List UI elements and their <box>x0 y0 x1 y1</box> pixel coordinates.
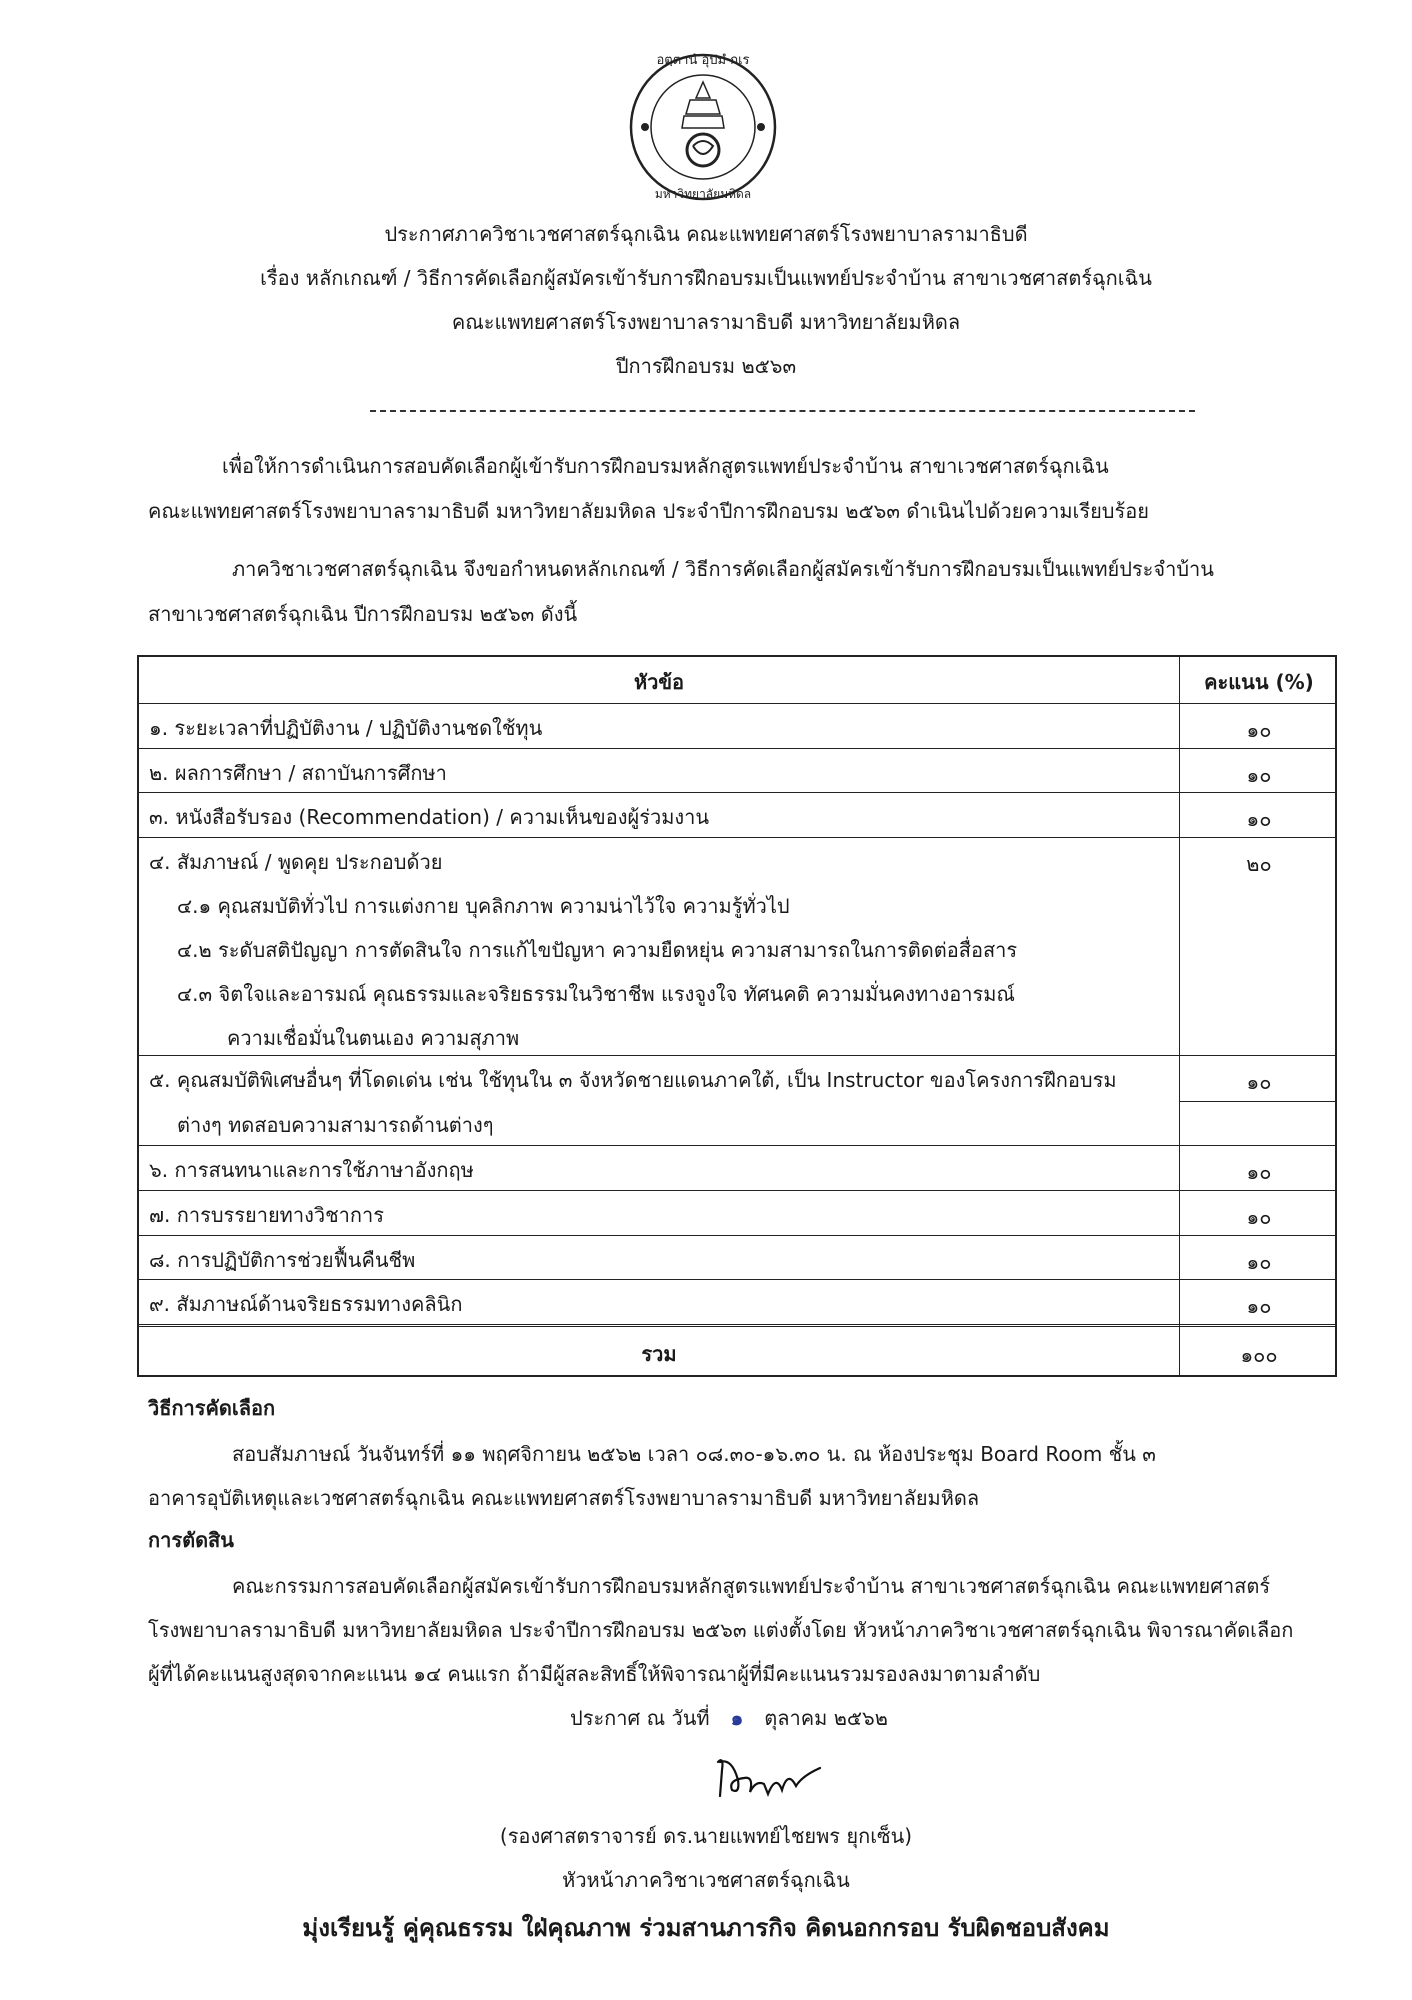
method-line-1: สอบสัมภาษณ์ วันจันทร์ที่ ๑๑ พฤศจิกายน ๒๕๖๒ เวลา ๐๘.๓๐-๑๖.๓๐ น. ณ ห้องประชุม Board Room ชั้น ๓ <box>232 1442 1156 1466</box>
row-5-score-split <box>1179 1101 1335 1102</box>
row-4-sub-3: ๔.๓ จิตใจและอารมณ์ คุณธรรมและจริยธรรมในวิชาชีพ แรงจูงใจ ทัศนคติ ความมั่นคงทางอารมณ์ <box>177 982 1015 1006</box>
header-line-1: ประกาศภาควิชาเวชศาสตร์ฉุกเฉิน คณะแพทยศาสตร์โรงพยาบาลรามาธิบดี <box>384 222 1028 246</box>
announce-prefix: ประกาศ ณ วันที่ <box>570 1706 710 1730</box>
header-line-2: เรื่อง หลักเกณฑ์ / วิธีการคัดเลือกผู้สมัครเข้ารับการฝึกอบรมเป็นแพทย์ประจำบ้าน สาขาเวชศาสตร์ฉุกเฉิน <box>260 266 1152 290</box>
signer-name: (รองศาสตราจารย์ ดร.นายแพทย์ไชยพร ยุกเซ็น) <box>499 1824 913 1848</box>
table-row <box>139 748 1335 792</box>
signer-position: หัวหน้าภาควิชาเวชศาสตร์ฉุกเฉิน <box>562 1868 850 1892</box>
intro-p1-line2: คณะแพทยศาสตร์โรงพยาบาลรามาธิบดี มหาวิทยาลัยมหิดล ประจำปีการฝึกอบรม ๒๕๖๓ ดำเนินไปด้วยความเรียบร้อย <box>148 499 1149 523</box>
table-row <box>139 1055 1335 1145</box>
intro-p1-line1: เพื่อให้การดำเนินการสอบคัดเลือกผู้เข้ารับการฝึกอบรมหลักสูตรแพทย์ประจำบ้าน สาขาเวชศาสตร์ฉุกเฉิน <box>222 454 1109 478</box>
row-7-score: ๑๐ <box>1246 1205 1272 1229</box>
row-2-topic: ๒. ผลการศึกษา / สถาบันการศึกษา <box>149 761 447 785</box>
signature-text: ไชยพ <box>710 1750 713 1751</box>
decision-heading: การตัดสิน <box>148 1528 234 1552</box>
header-score: คะแนน (%) <box>1204 670 1314 694</box>
row-6-score: ๑๐ <box>1246 1160 1272 1184</box>
header-topic: หัวข้อ <box>633 670 685 694</box>
row-1-topic: ๑. ระยะเวลาที่ปฏิบัติงาน / ปฏิบัติงานชดใช้ทุน <box>149 716 543 740</box>
table-row <box>139 792 1335 837</box>
motto: มุ่งเรียนรู้ คู่คุณธรรม ใฝ่คุณภาพ ร่วมสานภารกิจ คิดนอกกรอบ รับผิดชอบสังคม <box>302 1914 1110 1942</box>
row-5-score: ๑๐ <box>1246 1070 1272 1094</box>
intro-p2-line1: ภาควิชาเวชศาสตร์ฉุกเฉิน จึงขอกำหนดหลักเกณฑ์ / วิธีการคัดเลือกผู้สมัครเข้ารับการฝึกอบรมเป็นแพทย์ประจำบ้าน <box>232 557 1214 581</box>
header-line-4: ปีการฝึกอบรม ๒๕๖๓ <box>615 354 797 378</box>
table-row <box>139 1145 1335 1190</box>
handwritten-signature-icon <box>710 1750 840 1805</box>
row-8-score: ๑๐ <box>1246 1250 1272 1274</box>
row-6-topic: ๖. การสนทนาและการใช้ภาษาอังกฤษ <box>149 1158 474 1182</box>
announce-suffix: ตุลาคม ๒๕๖๒ <box>764 1706 888 1730</box>
intro-p2-line2: สาขาเวชศาสตร์ฉุกเฉิน ปีการฝึกอบรม ๒๕๖๓ ดังนี้ <box>148 602 578 626</box>
decision-line-2: โรงพยาบาลรามาธิบดี มหาวิทยาลัยมหิดล ประจำปีการฝึกอบรม ๒๕๖๓ แต่งตั้งโดย หัวหน้าภาควิชาเวชศาสตร์ฉุกเฉิน พิจารณาคัดเลือก <box>148 1618 1294 1642</box>
table-row <box>139 1279 1335 1324</box>
row-3-score: ๑๐ <box>1246 807 1272 831</box>
row-3-topic: ๓. หนังสือรับรอง (Recommendation) / ความเห็นของผู้ร่วมงาน <box>149 805 710 829</box>
row-5-topic: ๕. คุณสมบัติพิเศษอื่นๆ ที่โดดเด่น เช่น ใช้ทุนใน ๓ จังหวัดชายแดนภาคใต้, เป็น Instructor ของโครงการฝึกอบรม <box>149 1068 1117 1092</box>
announce-date <box>570 1704 888 1732</box>
announce-day: ๑ <box>730 1706 744 1730</box>
row-5-topic-cont: ต่างๆ ทดสอบความสามารถด้านต่างๆ <box>177 1113 494 1137</box>
header-line-3: คณะแพทยศาสตร์โรงพยาบาลรามาธิบดี มหาวิทยาลัยมหิดล <box>451 310 961 334</box>
score-table <box>137 655 1337 1377</box>
table-row <box>139 837 1335 1055</box>
row-4-topic: ๔. สัมภาษณ์ / พูดคุย ประกอบด้วย <box>149 850 443 874</box>
row-4-sub-2: ๔.๒ ระดับสติปัญญา การตัดสินใจ การแก้ไขปัญหา ความยืดหยุ่น ความสามารถในการติดต่อสื่อสาร <box>177 938 1018 962</box>
decision-line-3: ผู้ที่ได้คะแนนสูงสุดจากคะแนน ๑๔ คนแรก ถ้ามีผู้สละสิทธิ์ให้พิจารณาผู้ที่มีคะแนนรวมรองลงมาตามลำดับ <box>148 1662 1041 1686</box>
university-seal-icon <box>628 32 778 222</box>
decision-line-1: คณะกรรมการสอบคัดเลือกผู้สมัครเข้ารับการฝึกอบรมหลักสูตรแพทย์ประจำบ้าน สาขาเวชศาสตร์ฉุกเฉิน คณะแพทยศาสตร์ <box>232 1574 1271 1598</box>
dashed-divider <box>370 410 1195 412</box>
row-2-score: ๑๐ <box>1246 763 1272 787</box>
method-line-2: อาคารอุบัติเหตุและเวชศาสตร์ฉุกเฉิน คณะแพทยศาสตร์โรงพยาบาลรามาธิบดี มหาวิทยาลัยมหิดล <box>148 1486 980 1510</box>
method-heading: วิธีการคัดเลือก <box>148 1396 276 1420</box>
row-9-topic: ๙. สัมภาษณ์ด้านจริยธรรมทางคลินิก <box>149 1292 463 1316</box>
table-row <box>139 1190 1335 1235</box>
row-8-topic: ๘. การปฏิบัติการช่วยฟื้นคืนชีพ <box>149 1248 416 1272</box>
row-4-sub-3-cont: ความเชื่อมั่นในตนเอง ความสุภาพ <box>227 1026 520 1050</box>
total-label: รวม <box>641 1342 677 1366</box>
row-7-topic: ๗. การบรรยายทางวิชาการ <box>149 1203 384 1227</box>
row-1-score: ๑๐ <box>1246 718 1272 742</box>
table-total-row <box>139 1324 1335 1375</box>
seal-top-text: อตฺตานํ อุปมํ กเร <box>656 53 750 68</box>
table-row <box>139 1235 1335 1279</box>
total-score: ๑๐๐ <box>1240 1343 1278 1367</box>
row-4-sub-1: ๔.๑ คุณสมบัติทั่วไป การแต่งกาย บุคลิกภาพ ความน่าไว้ใจ ความรู้ทั่วไป <box>177 894 790 918</box>
table-row <box>139 703 1335 748</box>
row-4-score: ๒๐ <box>1246 852 1272 876</box>
seal-bottom-text: มหาวิทยาลัยมหิดล <box>654 187 752 201</box>
row-9-score: ๑๐ <box>1246 1294 1272 1318</box>
table-header-row <box>139 657 1335 703</box>
